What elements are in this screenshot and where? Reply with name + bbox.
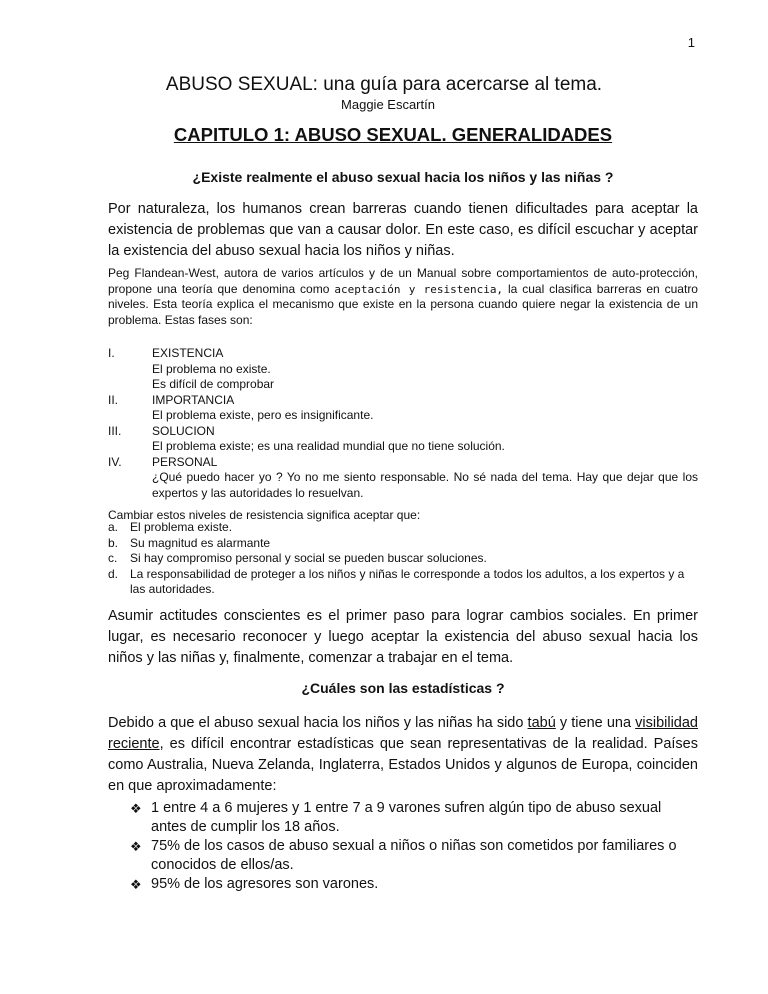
list-item bbox=[108, 520, 698, 536]
fase-name: IMPORTANCIA bbox=[152, 392, 235, 407]
diamond-bullet-icon: ❖ bbox=[130, 839, 142, 854]
fase-number: IV. bbox=[108, 454, 122, 469]
list-letter: d. bbox=[108, 566, 119, 581]
fase-line: El problema no existe. bbox=[152, 361, 271, 376]
fases-list bbox=[108, 346, 698, 501]
theory-text-before: Peg Flandean-West, autora de varios artículos y de un Manual sobre comportamientos de auto-protección, propone una teoría que denomina como bbox=[108, 266, 698, 296]
list-item bbox=[108, 567, 698, 598]
handwritten-term: aceptación y resistencia, bbox=[334, 282, 504, 296]
page-number: 1 bbox=[687, 35, 695, 50]
list-item bbox=[130, 875, 698, 894]
fase-number: III. bbox=[108, 423, 122, 438]
list-item bbox=[108, 536, 698, 552]
fase-line: El problema existe, pero es insignificante. bbox=[152, 408, 374, 422]
document-author: Maggie Escartín bbox=[341, 97, 435, 112]
diamond-bullet-icon: ❖ bbox=[130, 877, 142, 892]
fase-line: El problema existe; es una realidad mundial que no tiene solución. bbox=[152, 439, 505, 453]
diamond-bullet-icon: ❖ bbox=[130, 801, 142, 816]
list-item bbox=[108, 424, 698, 455]
cambiar-intro: Cambiar estos niveles de resistencia significa aceptar que: bbox=[108, 508, 421, 522]
statistics-list bbox=[130, 799, 698, 894]
section-question-estadisticas: ¿Cuáles son las estadísticas ? bbox=[301, 680, 505, 696]
fase-name: SOLUCION bbox=[152, 423, 215, 438]
list-text: El problema existe. bbox=[130, 520, 233, 534]
estadisticas-text-1: Debido a que el abuso sexual hacia los niños y las niñas ha sido bbox=[108, 715, 528, 731]
list-text: Si hay compromiso personal y social se pueden buscar soluciones. bbox=[130, 551, 487, 565]
list-item bbox=[130, 837, 698, 875]
actitudes-paragraph: Asumir actitudes conscientes es el primer paso para lograr cambios sociales. En primer lugar, es necesario reconocer y luego aceptar la existencia del abuso sexual hacia los niños y las niñas y, finalmente, comenzar a trabajar en el tema. bbox=[108, 608, 698, 666]
document-title: ABUSO SEXUAL: una guía para acercarse al tema. bbox=[165, 74, 603, 95]
theory-paragraph bbox=[108, 266, 698, 328]
visibilidad-term: visibilidad reciente bbox=[108, 715, 698, 752]
statistic-text: 95% de los agresores son varones. bbox=[151, 876, 379, 892]
estadisticas-text-3: , es difícil encontrar estadísticas que sean representativas de la realidad. Países como Australia, Nueva Zelanda, Inglaterra, Estados Unidos y algunos de Europa, coinciden en que aproximadamente: bbox=[108, 736, 698, 794]
list-item bbox=[108, 551, 698, 567]
estadisticas-paragraph bbox=[108, 713, 698, 797]
list-text: Su magnitud es alarmante bbox=[130, 535, 271, 550]
estadisticas-text-2: y tiene una bbox=[555, 715, 636, 731]
fase-name: PERSONAL bbox=[152, 454, 218, 469]
list-letter: b. bbox=[108, 535, 119, 550]
fase-number: I. bbox=[108, 346, 115, 360]
section-question-existe: ¿Existe realmente el abuso sexual hacia los niños y las niñas ? bbox=[192, 169, 614, 185]
fase-name: EXISTENCIA bbox=[152, 346, 224, 360]
list-letter: a. bbox=[108, 520, 119, 534]
fase-line: ¿Qué puedo hacer yo ? Yo no me siento responsable. No sé nada del tema. Hay que dejar que los expertos y las autoridades lo resuelvan. bbox=[152, 470, 698, 500]
list-text: La responsabilidad de proteger a los niños y niñas le corresponde a todos los adultos, a los expertos y a las autoridades. bbox=[130, 566, 685, 596]
statistic-text: 75% de los casos de abuso sexual a niños o niñas son cometidos por familiares o conocidos de ellos/as. bbox=[151, 838, 677, 873]
list-item bbox=[108, 346, 698, 393]
cambiar-list bbox=[108, 520, 698, 598]
list-item bbox=[130, 799, 698, 837]
fase-number: II. bbox=[108, 392, 119, 407]
fase-line: Es difícil de comprobar bbox=[152, 377, 275, 391]
list-item bbox=[108, 393, 698, 424]
theory-text-after: la cual clasifica barreras en cuatro niveles. Esta teoría explica el mecanismo que existe en la persona cuando quiere negar la existencia de un problema. Estas fases son: bbox=[108, 281, 698, 327]
intro-paragraph: Por naturaleza, los humanos crean barreras cuando tienen dificultades para aceptar la existencia de problemas que van a causar dolor. En este caso, es difícil escuchar y aceptar la existencia del abuso sexual hacia los niños y niñas. bbox=[108, 201, 698, 259]
statistic-text: 1 entre 4 a 6 mujeres y 1 entre 7 a 9 varones sufren algún tipo de abuso sexual antes de cumplir los 18 años. bbox=[151, 800, 662, 835]
tabu-term: tabú bbox=[527, 715, 556, 731]
chapter-heading: CAPITULO 1: ABUSO SEXUAL. GENERALIDADES bbox=[173, 124, 613, 145]
list-letter: c. bbox=[108, 551, 118, 565]
list-item bbox=[108, 455, 698, 502]
